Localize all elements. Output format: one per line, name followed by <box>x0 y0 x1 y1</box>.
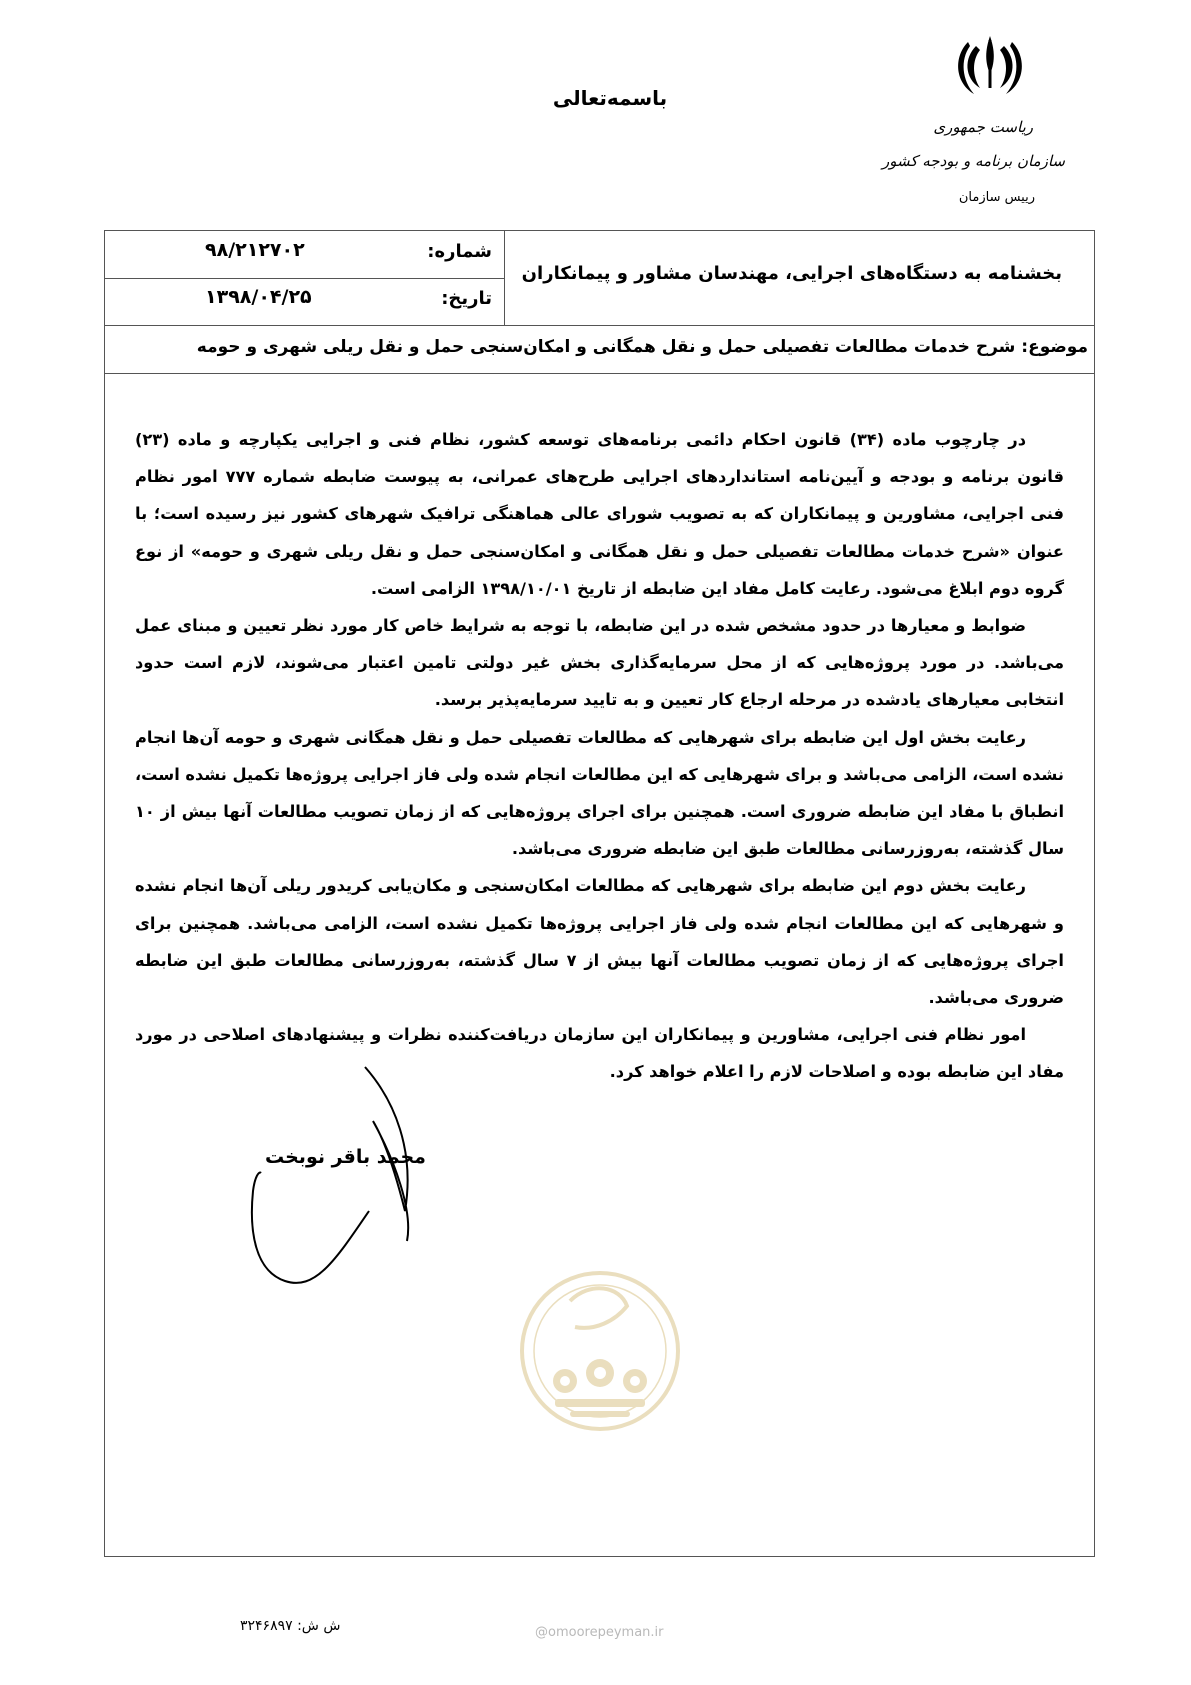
body-paragraph: امور نظام فنی اجرایی، مشاورین و پیمانکاران این سازمان دریافت‌کننده نظرات و پیشنهادهای اصلاحی در مورد مفاد این ضابطه بوده و اصلاحات لازم را اعلام خواهد کرد. <box>135 1025 1064 1082</box>
body-paragraph: رعایت بخش دوم این ضابطه برای شهرهایی که مطالعات امکان‌سنجی و مکان‌یابی کریدور ریلی آن‌ها انجام نشده و شهرهایی که این مطالعات انجام شده ولی فاز اجرایی پروژه‌ها تکمیل نشده است، الزامی می‌باشد. همچنین برای اجرای پروژه‌هایی که از زمان تصویب مطالعات آنها بیش از ۷ سال گذشته، به‌روزرسانی مطالعات طبق این ضابطه ضروری می‌باشد. <box>135 876 1064 1008</box>
footer-reference-code: ش ش: ۳۲۴۶۸۹۷ <box>240 1618 341 1634</box>
handwritten-signature <box>245 1061 485 1321</box>
letter-recipient: بخشنامه به دستگاه‌های اجرایی، مهندسان مشاور و پیمانکاران <box>521 263 1062 284</box>
signer-name: محمد باقر نوبخت <box>265 1146 426 1168</box>
body-paragraph: در چارچوب ماده (۳۴) قانون احکام دائمی برنامه‌های توسعه کشور، نظام فنی و اجرایی یکپارچه و ماده (۲۳) قانون برنامه و بودجه و آیین‌نامه استانداردهای اجرایی طرح‌های عمرانی، به پیوست ضابطه شماره ۷۷۷ امور نظام فنی اجرایی، مشاورین و پیمانکاران که به تصویب شورای عالی هماهنگی ترافیک شهرهای کشور نیز رسیده است؛ با عنوان «شرح خدمات مطالعات تفصیلی حمل و نقل همگانی و امکان‌سنجی حمل و نقل ریلی شهری و حومه» از نوع گروه دوم ابلاغ می‌شود. رعایت کامل مفاد این ضابطه از تاریخ ۱۳۹۸/۱۰/۰۱ الزامی است. <box>135 430 1064 598</box>
body-paragraph: رعایت بخش اول این ضابطه برای شهرهایی که مطالعات تفصیلی حمل و نقل همگانی شهری و حومه آن‌ها انجام نشده است، الزامی می‌باشد و برای شهرهایی که این مطالعات انجام شده ولی فاز اجرایی پروژه‌ها تکمیل نشده است، انطباق با مفاد این ضابطه ضروری است. همچنین برای اجرای پروژه‌هایی که از زمان تصویب مطالعات آنها بیش از ۱۰ سال گذشته، به‌روزرسانی مطالعات طبق این ضابطه ضروری می‌باشد. <box>135 727 1064 859</box>
watermark-logo <box>515 1261 685 1441</box>
letter-body <box>135 421 1064 1091</box>
letter-meta-box <box>105 231 505 325</box>
org-line-organization: سازمان برنامه و بودجه کشور <box>881 152 1065 170</box>
letter-date-value: ۱۳۹۸/۰۴/۲۵ <box>205 286 312 308</box>
letter-subject: موضوع: شرح خدمات مطالعات تفصیلی حمل و نقل همگانی و امکان‌سنجی حمل و نقل ریلی شهری و حومه <box>196 337 1088 357</box>
org-line-presidency: ریاست جمهوری <box>933 118 1033 136</box>
subject-row <box>105 325 1094 374</box>
iran-emblem-icon <box>950 30 1030 110</box>
letter-number-label: شماره: <box>427 241 492 262</box>
address-row <box>105 231 1094 326</box>
letter-frame <box>104 230 1095 1557</box>
org-line-head: رییس سازمان <box>958 190 1035 205</box>
letter-date-label: تاریخ: <box>441 288 492 309</box>
body-paragraph: ضوابط و معیارها در حدود مشخص شده در این ضابطه، با توجه به شرایط خاص کار مورد نظر تعیین و مبنای عمل می‌باشد. در مورد پروژه‌هایی که از محل سرمایه‌گذاری بخش غیر دولتی تامین اعتبار می‌شوند، لازم است حدود انتخابی معیارهای یادشده در مرحله ارجاع کار تعیین و به تایید سرمایه‌پذیر برسد. <box>135 616 1064 710</box>
letter-date-row <box>105 278 504 325</box>
org-emblem-block <box>881 30 1085 215</box>
letter-number-row <box>105 231 504 279</box>
page-heading: باسمه‌تعالی <box>552 86 668 110</box>
letter-number-value: ۹۸/۲۱۲۷۰۲ <box>205 239 305 261</box>
footer-website-watermark: @omoorepeyman.ir <box>535 1625 664 1640</box>
